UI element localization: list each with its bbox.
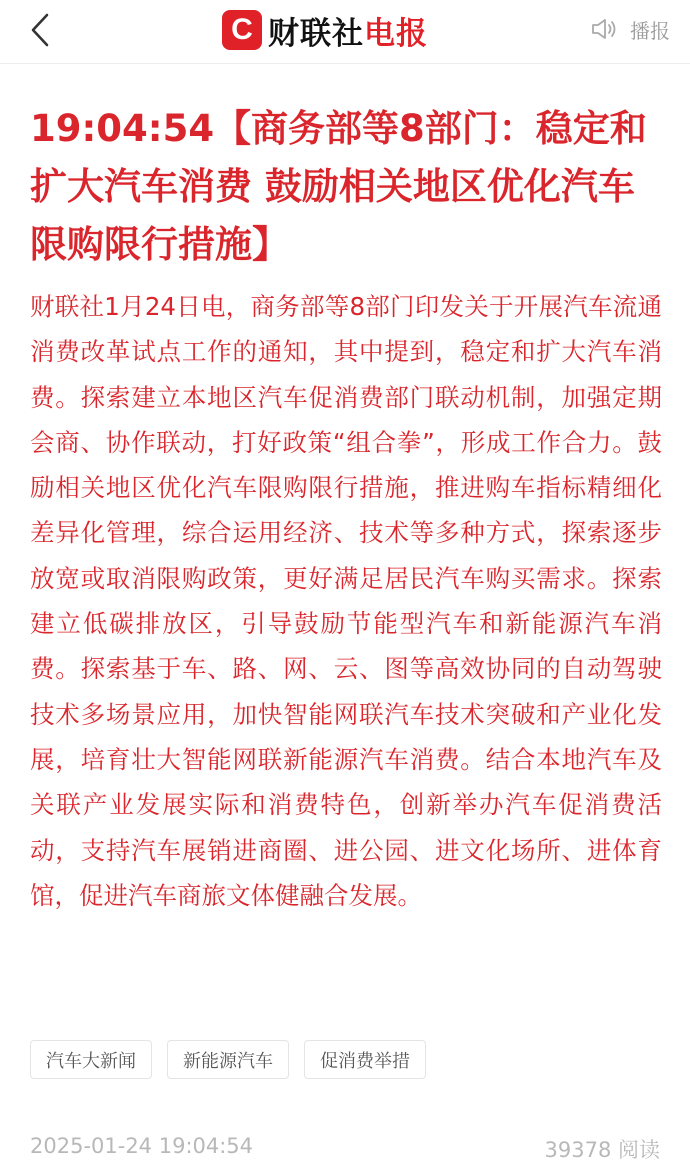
top-bar (0, 0, 690, 64)
broadcast-label: 播报 (630, 18, 670, 43)
speaker-icon (590, 17, 620, 41)
view-count: 39378 阅读 (544, 1138, 660, 1162)
article-headline: 19:04:54【商务部等8部门：稳定和扩大汽车消费 鼓励相关地区优化汽车限购限行措施】 (30, 107, 647, 266)
back-button[interactable] (22, 12, 58, 48)
chevron-left-icon (30, 13, 50, 47)
publish-timestamp: 2025-01-24 19:04:54 (30, 1134, 254, 1158)
logo-text-accent: 电报 (364, 15, 428, 52)
logo-badge: C (222, 10, 262, 50)
broadcast-button[interactable] (590, 14, 670, 44)
tag-list (30, 1040, 426, 1079)
cls-telegraph-logo (222, 8, 428, 52)
article-body: 财联社1月24日电，商务部等8部门印发关于开展汽车流通消费改革试点工作的通知，其中提到，稳定和扩大汽车消费。探索建立本地区汽车促消费部门联动机制，加强定期会商、协作联动，打好政策“组合拳”，形成工作合力。鼓励相关地区优化汽车限购限行措施，推进购车指标精细化差异化管理，综合运用经济、技术等多种方式，探索逐步放宽或取消限购政策，更好满足居民汽车购买需求。探索建立低碳排放区，引导鼓励节能型汽车和新能源汽车消费。探索基于车、路、网、云、图等高效协同的自动驾驶技术多场景应用，加快智能网联汽车技术突破和产业化发展，培育壮大智能网联新能源汽车消费。结合本地汽车及关联产业发展实际和消费特色，创新举办汽车促消费活动，支持汽车展销进商圈、进公园、进文化场所、进体育馆，促进汽车商旅文体健融合发展。 (30, 292, 662, 910)
logo-text (268, 8, 428, 53)
tag-new-energy-vehicles[interactable]: 新能源汽车 (167, 1040, 289, 1079)
tag-consumption-measures[interactable]: 促消费举措 (304, 1040, 426, 1079)
logo-text-main: 财联社 (268, 15, 364, 52)
tag-car-news[interactable]: 汽车大新闻 (30, 1040, 152, 1079)
